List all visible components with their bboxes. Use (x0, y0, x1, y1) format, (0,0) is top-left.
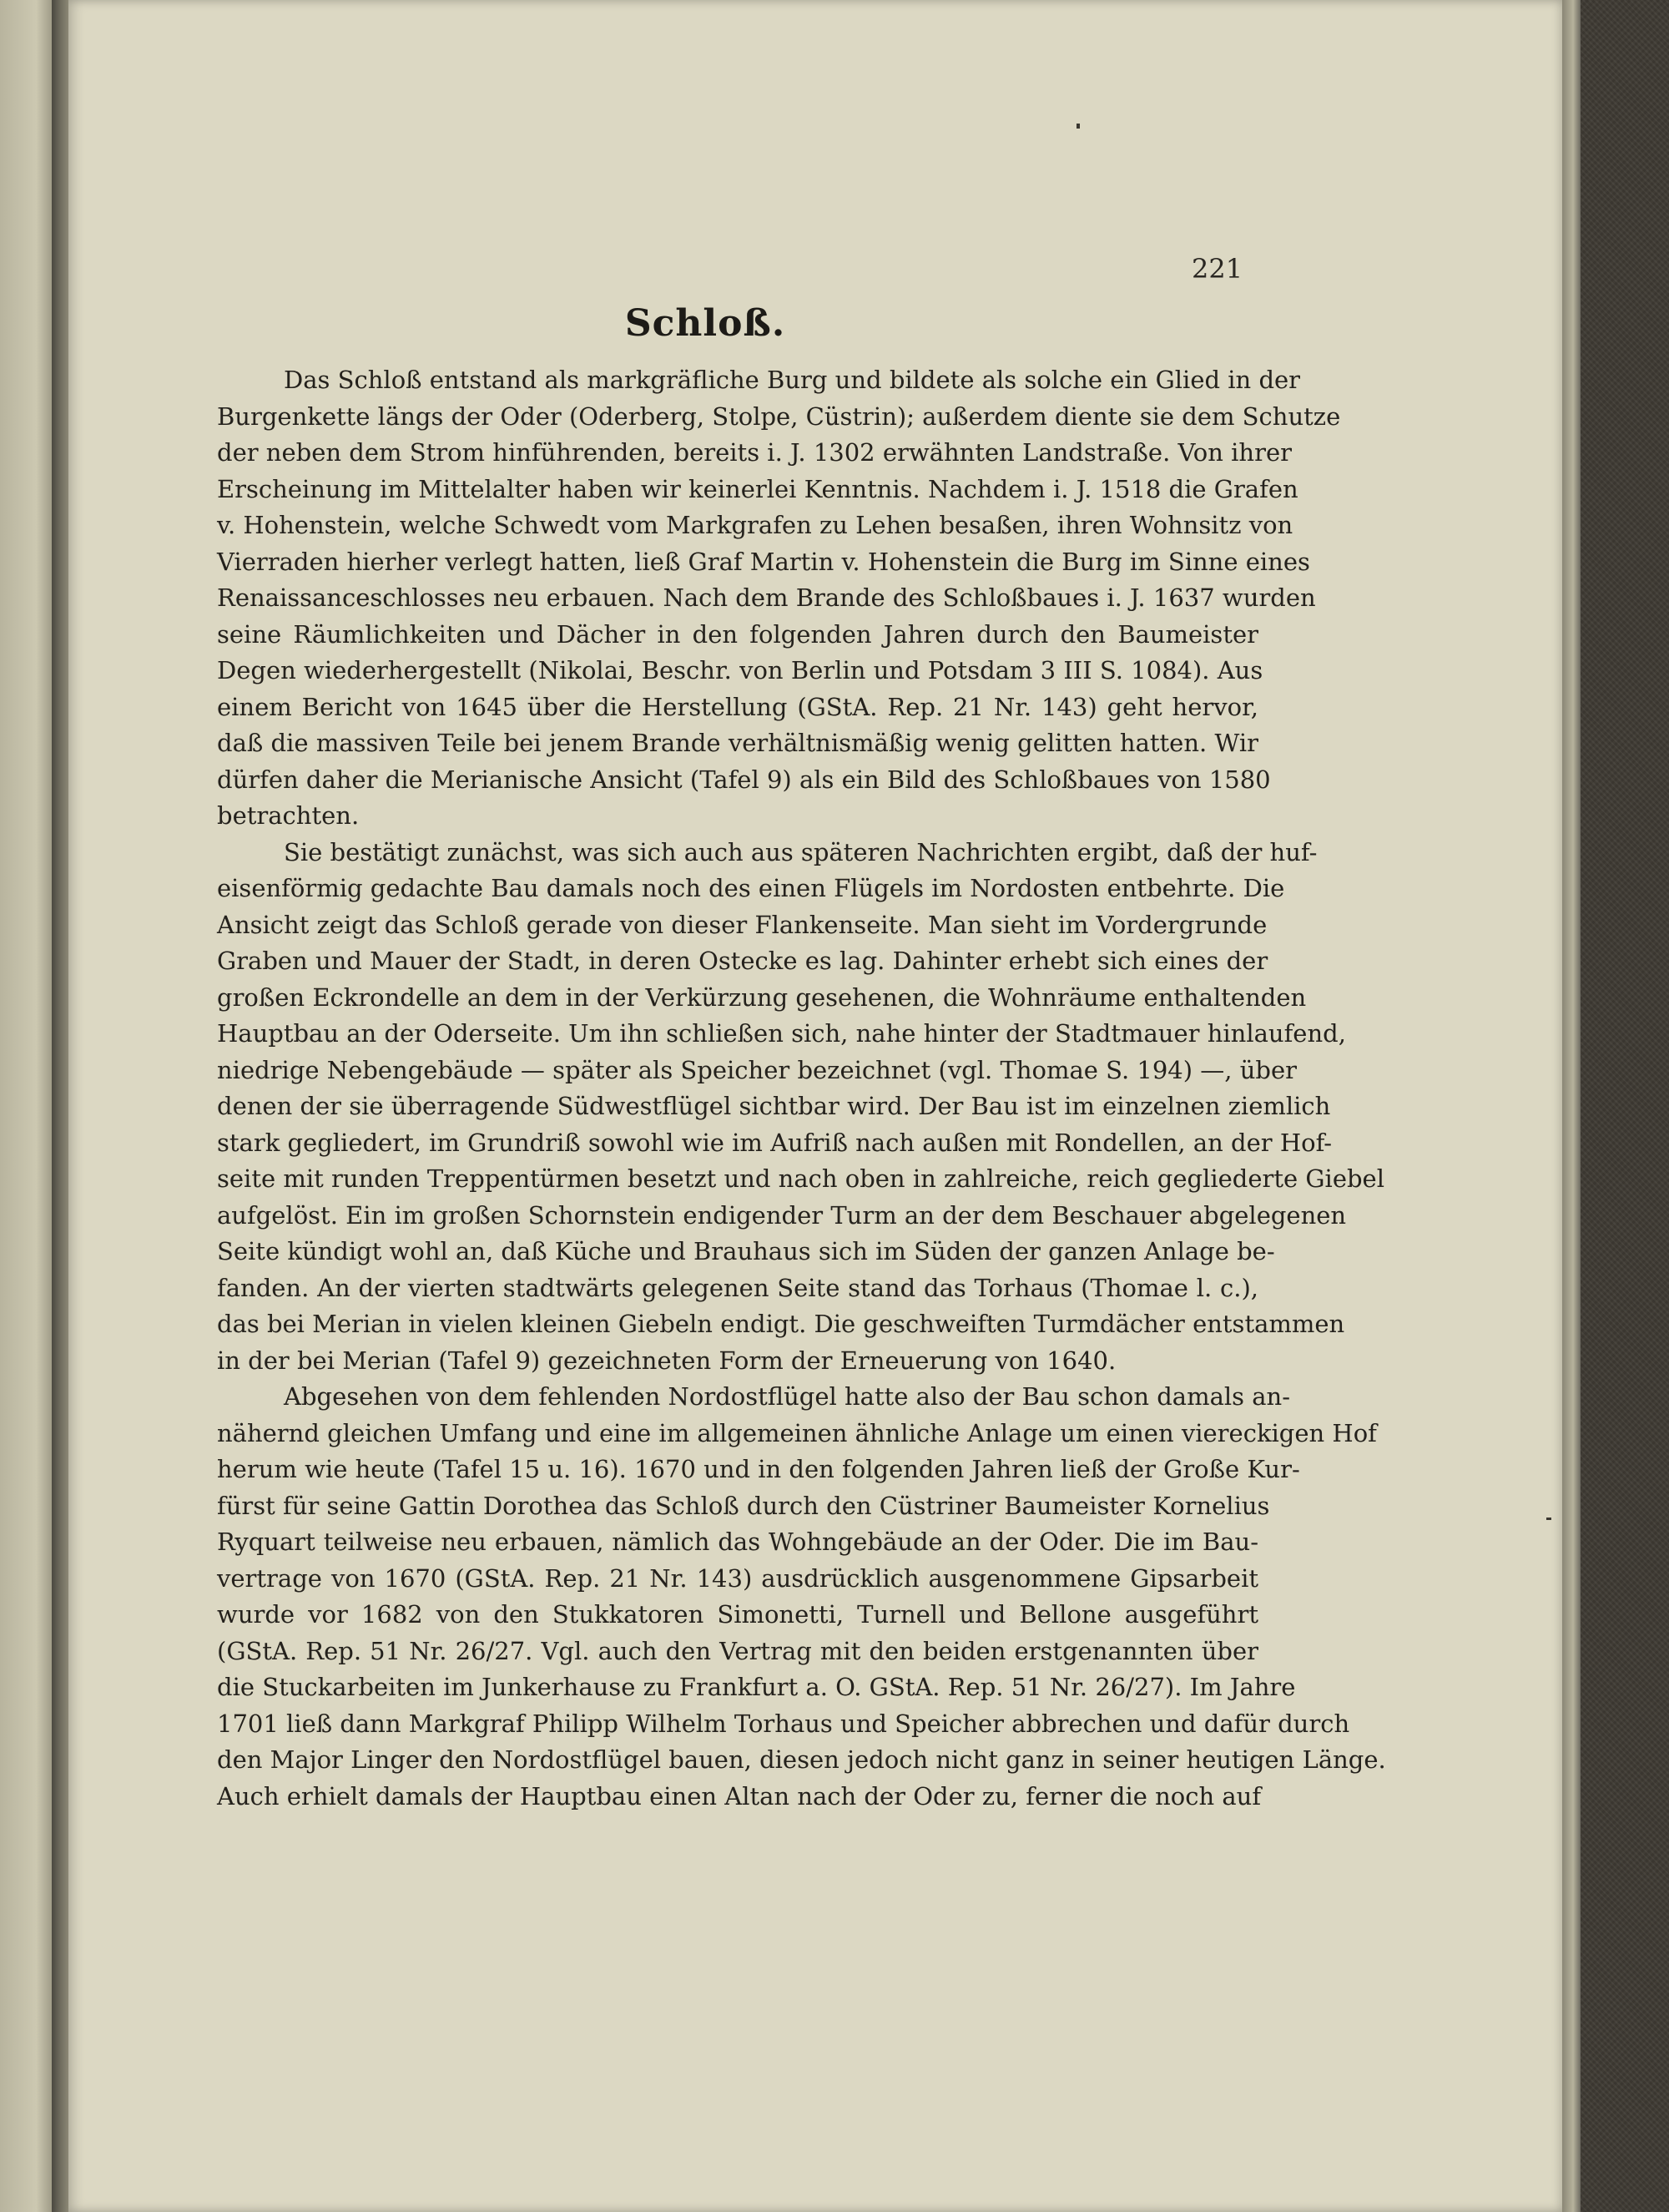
ink-speck (1077, 124, 1080, 129)
text-line: fürst für seine Gattin Dorothea das Schloß durch den Cüstriner Baumeister Kornelius (217, 1491, 1270, 1520)
ink-speck (1546, 1518, 1551, 1520)
text-line: Erscheinung im Mittelalter haben wir keinerlei Kenntnis. Nachdem i. J. 1518 die Grafen (217, 474, 1298, 503)
text-line: Degen wiederhergestellt (Nikolai, Beschr. von Berlin und Potsdam 3 III S. 1084). Aus (217, 656, 1263, 684)
text-line: den Major Linger den Nordostflügel bauen, diesen jedoch nicht ganz in seiner heutigen Länge. (217, 1745, 1386, 1774)
text-line: dürfen daher die Merianische Ansicht (Tafel 9) als ein Bild des Schloßbaues von 1580 (217, 765, 1271, 794)
text-line: Sie bestätigt zunächst, was sich auch aus späteren Nachrichten ergibt, daß der huf- (284, 837, 1318, 866)
text-line: 1701 ließ dann Markgraf Philipp Wilhelm Torhaus und Speicher abbrechen und dafür durch (217, 1709, 1350, 1738)
text-line: niedrige Nebengebäude — später als Speicher bezeichnet (vgl. Thomae S. 194) —, über (217, 1055, 1297, 1084)
text-line: denen der sie überragende Südwestflügel sichtbar wird. Der Bau ist im einzelnen ziemlich (217, 1092, 1331, 1120)
text-line: seine Räumlichkeiten und Dächer in den folgenden Jahren durch den Baumeister (217, 619, 1258, 649)
book-gutter (52, 0, 68, 2212)
text-line: Burgenkette längs der Oder (Oderberg, Stolpe, Cüstrin); außerdem diente sie dem Schutze (217, 401, 1341, 431)
page-number: 221 (1192, 253, 1243, 285)
book-cover (1581, 0, 1669, 2212)
text-line: betrachten. (217, 801, 360, 830)
text-line: Abgesehen von dem fehlenden Nordostflügel hatte also der Bau schon damals an- (284, 1382, 1291, 1411)
text-line: das bei Merian in vielen kleinen Giebeln endigt. Die geschweiften Turmdächer entstammen (217, 1310, 1345, 1338)
text-line: Seite kündigt wohl an, daß Küche und Brauhaus sich im Süden der ganzen Anlage be- (217, 1237, 1275, 1265)
text-line: Hauptbau an der Oderseite. Um ihn schließen sich, nahe hinter der Stadtmauer hinlaufend, (217, 1019, 1346, 1048)
adjacent-left-page (0, 0, 52, 2212)
text-line: Das Schloß entstand als markgräfliche Burg und bildete als solche ein Glied in der (284, 366, 1301, 394)
text-line: wurde vor 1682 von den Stukkatoren Simonetti, Turnell und Bellone ausgeführt (217, 1600, 1258, 1629)
text-line: Graben und Mauer der Stadt, in deren Ostecke es lag. Dahinter erhebt sich eines der (217, 947, 1268, 975)
text-line: stark gegliedert, im Grundriß sowohl wie im Aufriß nach außen mit Rondellen, an der Hof- (217, 1128, 1333, 1157)
text-line: Vierraden hierher verlegt hatten, ließ Graf Martin v. Hohenstein die Burg im Sinne eines (217, 547, 1310, 576)
body-text (217, 362, 1386, 1815)
text-line: in der bei Merian (Tafel 9) gezeichneten Form der Erneuerung von 1640. (217, 1346, 1117, 1375)
text-line: aufgelöst. Ein im großen Schornstein endigender Turm an der dem Beschauer abgelegenen (217, 1200, 1347, 1230)
text-line: (GStA. Rep. 51 Nr. 26/27. Vgl. auch den Vertrag mit den beiden erstgenannten über (217, 1636, 1258, 1665)
text-line: Renaissanceschlosses neu erbauen. Nach dem Brande des Schloßbaues i. J. 1637 wurden (217, 583, 1316, 612)
text-line: herum wie heute (Tafel 15 u. 16). 1670 und in den folgenden Jahren ließ der Große Kur- (217, 1455, 1300, 1483)
text-line: v. Hohenstein, welche Schwedt vom Markgrafen zu Lehen besaßen, ihren Wohnsitz von (217, 511, 1293, 539)
text-line: der neben dem Strom hinführenden, bereits i. J. 1302 erwähnten Landstraße. Von ihrer (217, 438, 1292, 467)
text-line: fanden. An der vierten stadtwärts gelegenen Seite stand das Torhaus (Thomae l. c.), (217, 1273, 1258, 1302)
text-line: die Stuckarbeiten im Junkerhause zu Frankfurt a. O. GStA. Rep. 51 Nr. 26/27). Im Jahre (217, 1673, 1296, 1701)
text-line: eisenförmig gedachte Bau damals noch des einen Flügels im Nordosten entbehrte. Die (217, 874, 1285, 902)
text-line: vertrage von 1670 (GStA. Rep. 21 Nr. 143) ausdrücklich ausgenommene Gipsarbeit (217, 1563, 1258, 1593)
text-line: großen Eckrondelle an dem in der Verkürzung gesehenen, die Wohnräume enthaltenden (217, 982, 1307, 1012)
text-line: daß die massiven Teile bei jenem Brande verhältnismäßig wenig gelitten hatten. Wir (217, 729, 1258, 757)
section-heading: Schloß. (624, 302, 786, 345)
text-line: einem Bericht von 1645 über die Herstellung (GStA. Rep. 21 Nr. 143) geht hervor, (217, 692, 1258, 721)
text-line: nähernd gleichen Umfang und eine im allgemeinen ähnliche Anlage um einen viereckigen Hof (217, 1418, 1377, 1447)
text-line: Ansicht zeigt das Schloß gerade von dieser Flankenseite. Man sieht im Vordergrunde (217, 910, 1268, 939)
text-line: Auch erhielt damals der Hauptbau einen Altan nach der Oder zu, ferner die noch auf (217, 1781, 1262, 1811)
text-line: seite mit runden Treppentürmen besetzt und nach oben in zahlreiche, reich gegliederte Giebel (217, 1164, 1384, 1193)
page-edge-stack (1562, 0, 1581, 2212)
text-line: Ryquart teilweise neu erbauen, nämlich das Wohngebäude an der Oder. Die im Bau- (217, 1528, 1258, 1556)
